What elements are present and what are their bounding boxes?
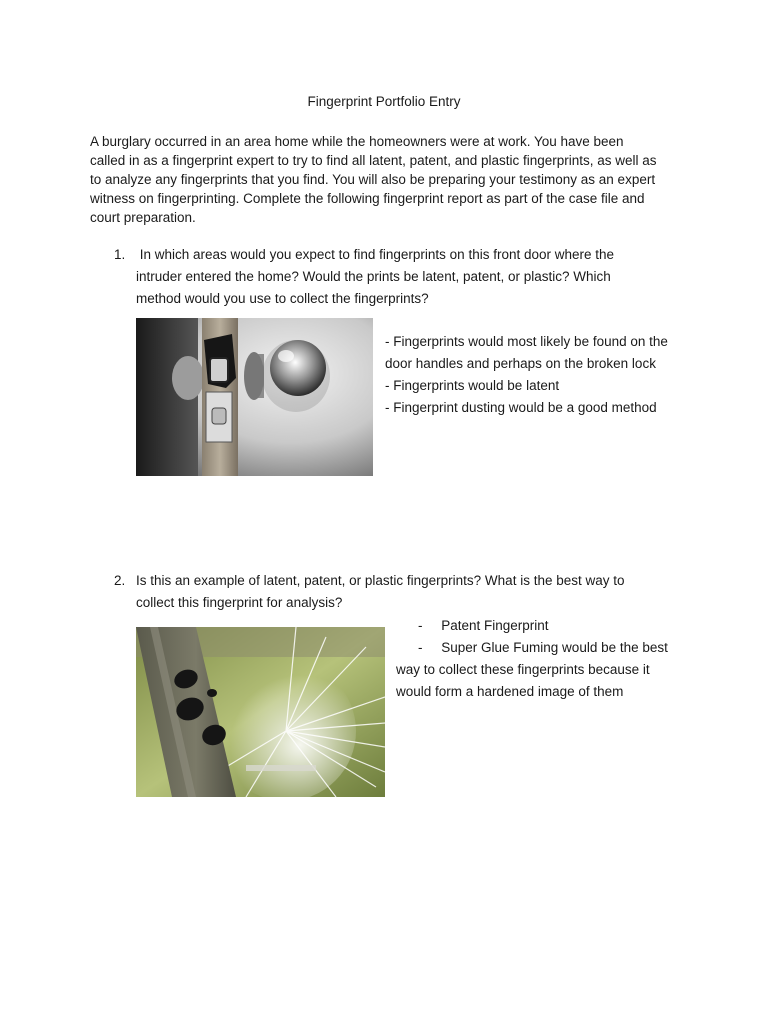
answer-2 — [396, 615, 696, 703]
answer-line: door handles and perhaps on the broken lock — [385, 356, 656, 371]
intro-line: to analyze any fingerprints that you find. You will also be preparing your testimony as an expert — [90, 172, 656, 187]
question-line: collect this fingerprint for analysis? — [136, 595, 343, 610]
question-2 — [114, 570, 674, 614]
question-line: In which areas would you expect to find fingerprints on this front door where the — [136, 247, 615, 262]
answer-line: would form a hardened image of them — [396, 684, 624, 699]
answer-line: - Patent Fingerprint — [418, 618, 549, 633]
intro-line: court preparation. — [90, 210, 196, 225]
question-line: Is this an example of latent, patent, or plastic fingerprints? What is the best way to — [136, 573, 625, 588]
intro-line: A burglary occurred in an area home while the homeowners were at work. You have been — [90, 134, 624, 149]
question-line: method would you use to collect the fingerprints? — [136, 291, 429, 306]
answer-line: - Fingerprints would most likely be found on the — [385, 334, 668, 349]
question-text — [136, 570, 625, 614]
door-knob-photo — [136, 318, 373, 476]
window-fingerprint-photo — [136, 627, 385, 797]
answer-line: - Super Glue Fuming would be the best — [418, 640, 668, 655]
answer-line: - Fingerprint dusting would be a good method — [385, 400, 657, 415]
answer-line: way to collect these fingerprints because it — [396, 662, 650, 677]
intro-line: witness on fingerprinting. Complete the following fingerprint report as part of the case file and — [90, 191, 645, 206]
intro-paragraph — [90, 132, 690, 227]
answer-line: - Fingerprints would be latent — [385, 378, 560, 393]
question-text — [136, 244, 614, 310]
question-1 — [114, 244, 674, 310]
question-line: intruder entered the home? Would the prints be latent, patent, or plastic? Which — [136, 269, 611, 284]
page-title: Fingerprint Portfolio Entry — [307, 94, 461, 109]
question-number: 1. — [114, 247, 126, 262]
question-number: 2. — [114, 573, 126, 588]
answer-1 — [385, 331, 685, 419]
intro-line: called in as a fingerprint expert to try to find all latent, patent, and plastic fingerprints, as well as — [90, 153, 657, 168]
